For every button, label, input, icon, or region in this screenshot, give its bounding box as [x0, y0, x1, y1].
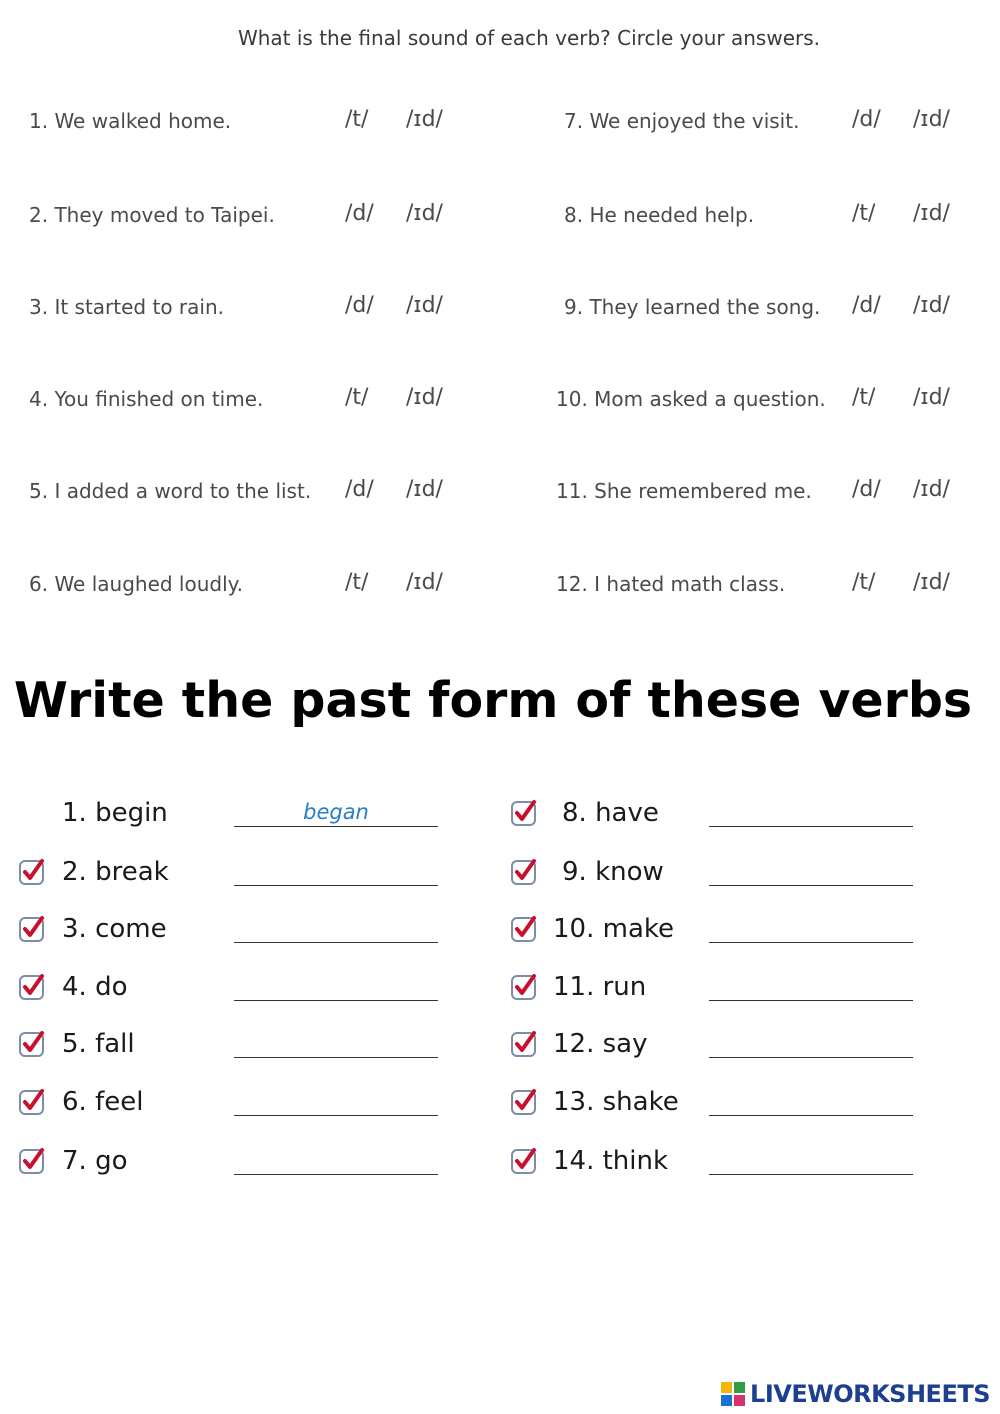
sound-sentence: 8. He needed help.: [564, 203, 755, 227]
checkbox-checked-icon[interactable]: [510, 1147, 538, 1175]
footer-logo: [720, 1378, 990, 1410]
checkbox-checked-icon[interactable]: [18, 915, 46, 943]
sound-sentence: 7. We enjoyed the visit.: [564, 109, 800, 133]
past-form-input[interactable]: [709, 1146, 913, 1175]
verb-label: 7. go: [62, 1146, 128, 1176]
checkbox-checked-icon[interactable]: [510, 1088, 538, 1116]
verb-label: 6. feel: [62, 1087, 144, 1117]
sound-option[interactable]: /ɪd/: [406, 201, 443, 226]
instruction-text: What is the final sound of each verb? Circle your answers.: [237, 26, 821, 50]
checkbox-checked-icon[interactable]: [18, 858, 46, 886]
sound-option[interactable]: /ɪd/: [913, 385, 950, 410]
past-form-input[interactable]: [234, 1029, 438, 1058]
sound-option[interactable]: /t/: [852, 570, 876, 595]
sound-sentence: 5. I added a word to the list.: [29, 479, 312, 503]
logo-text: LIVEWORKSHEETS: [750, 1380, 990, 1408]
verb-label: 9. know: [562, 857, 664, 887]
sound-option[interactable]: /ɪd/: [913, 570, 950, 595]
sound-option[interactable]: /ɪd/: [913, 477, 950, 502]
sound-option[interactable]: /ɪd/: [913, 201, 950, 226]
sound-option[interactable]: /d/: [852, 107, 881, 132]
liveworksheets-logo-icon: [720, 1381, 746, 1407]
sound-sentence: 6. We laughed loudly.: [29, 572, 243, 596]
checkbox-checked-icon[interactable]: [510, 799, 538, 827]
sound-sentence: 9. They learned the song.: [564, 295, 821, 319]
sound-option[interactable]: /ɪd/: [406, 107, 443, 132]
sound-sentence: 4. You finished on time.: [29, 387, 264, 411]
sound-option[interactable]: /ɪd/: [406, 293, 443, 318]
checkbox-checked-icon[interactable]: [18, 1030, 46, 1058]
checkbox-checked-icon[interactable]: [18, 1147, 46, 1175]
sound-option[interactable]: /t/: [345, 107, 369, 132]
verb-label: 2. break: [62, 857, 169, 887]
section-heading: Write the past form of these verbs: [13, 672, 973, 729]
verb-label: 1. begin: [62, 798, 168, 828]
sound-sentence: 12. I hated math class.: [556, 572, 786, 596]
verb-label: 11. run: [553, 972, 647, 1002]
sound-option[interactable]: /ɪd/: [406, 477, 443, 502]
checkbox-checked-icon[interactable]: [510, 858, 538, 886]
verb-label: 8. have: [562, 798, 659, 828]
sound-option[interactable]: /d/: [852, 477, 881, 502]
past-form-input[interactable]: [709, 857, 913, 886]
checkbox-checked-icon[interactable]: [510, 915, 538, 943]
past-form-input[interactable]: [709, 1029, 913, 1058]
past-form-input[interactable]: [234, 1087, 438, 1116]
sound-option[interactable]: /ɪd/: [406, 385, 443, 410]
past-form-input[interactable]: [709, 972, 913, 1001]
verb-label: 10. make: [553, 914, 674, 944]
past-form-input[interactable]: [709, 914, 913, 943]
sound-option[interactable]: /ɪd/: [406, 570, 443, 595]
sound-sentence: 3. It started to rain.: [29, 295, 224, 319]
sound-sentence: 2. They moved to Taipei.: [29, 203, 275, 227]
sound-option[interactable]: /t/: [852, 385, 876, 410]
checkbox-checked-icon[interactable]: [510, 973, 538, 1001]
sound-option[interactable]: /d/: [345, 201, 374, 226]
sound-option[interactable]: /d/: [345, 293, 374, 318]
verb-label: 3. come: [62, 914, 167, 944]
sound-option[interactable]: /ɪd/: [913, 293, 950, 318]
sound-option[interactable]: /t/: [345, 570, 369, 595]
sound-option[interactable]: /ɪd/: [913, 107, 950, 132]
sound-option[interactable]: /t/: [345, 385, 369, 410]
past-form-input[interactable]: [234, 972, 438, 1001]
verb-label: 13. shake: [553, 1087, 679, 1117]
past-form-input[interactable]: [234, 857, 438, 886]
sound-option[interactable]: /d/: [345, 477, 374, 502]
past-form-input[interactable]: [709, 798, 913, 827]
checkbox-checked-icon[interactable]: [510, 1030, 538, 1058]
sound-sentence: 11. She remembered me.: [556, 479, 812, 503]
verb-label: 4. do: [62, 972, 128, 1002]
past-form-input[interactable]: [234, 914, 438, 943]
sound-option[interactable]: /d/: [852, 293, 881, 318]
sound-option[interactable]: /t/: [852, 201, 876, 226]
verb-label: 12. say: [553, 1029, 648, 1059]
checkbox-checked-icon[interactable]: [18, 1088, 46, 1116]
past-form-input[interactable]: [709, 1087, 913, 1116]
sound-sentence: 10. Mom asked a question.: [556, 387, 826, 411]
past-form-input[interactable]: [234, 798, 438, 827]
checkbox-checked-icon[interactable]: [18, 973, 46, 1001]
sound-sentence: 1. We walked home.: [29, 109, 232, 133]
past-form-input[interactable]: [234, 1146, 438, 1175]
verb-label: 14. think: [553, 1146, 669, 1176]
verb-label: 5. fall: [62, 1029, 135, 1059]
